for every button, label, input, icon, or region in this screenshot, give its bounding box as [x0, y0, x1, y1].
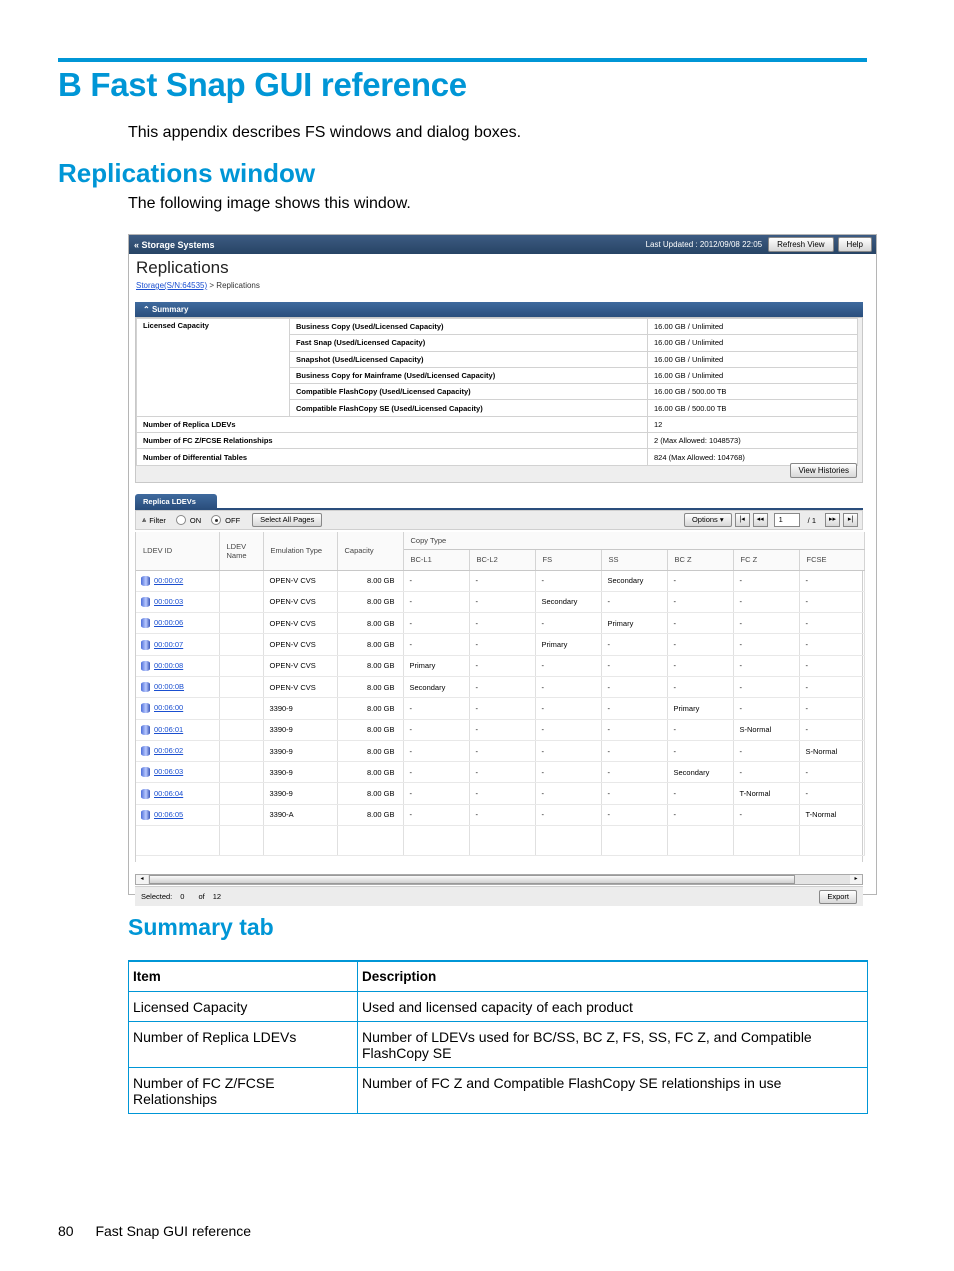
copy-type-cell: Secondary — [601, 570, 667, 591]
of-label: of — [198, 892, 205, 901]
collapse-chevron-icon: ⌃ — [143, 305, 150, 314]
ldev-name-cell — [219, 804, 263, 825]
summary-label: Summary — [151, 305, 189, 314]
table-row[interactable] — [136, 591, 864, 612]
summary-item: Compatible FlashCopy (Used/Licensed Capacity) — [290, 384, 648, 400]
filter-on-label: ON — [189, 515, 202, 525]
ldev-id-cell[interactable] — [136, 676, 219, 697]
copy-type-cell: - — [403, 740, 469, 761]
copy-type-cell: - — [799, 762, 864, 783]
ldev-name-cell — [219, 719, 263, 740]
summary-value: 12 — [648, 416, 858, 432]
empty-cell — [601, 826, 667, 856]
emulation-type-cell: 3390-9 — [263, 698, 337, 719]
copy-type-cell: - — [469, 783, 535, 804]
summary-header[interactable] — [135, 302, 863, 317]
empty-cell — [337, 826, 403, 856]
item-cell: Number of FC Z/FCSE Relationships — [129, 1068, 358, 1114]
col-fs[interactable]: FS — [535, 549, 601, 570]
ldev-id-cell[interactable] — [136, 740, 219, 761]
ldev-id-cell[interactable] — [136, 762, 219, 783]
summary-row — [137, 416, 858, 432]
section-heading-summary-tab: Summary tab — [128, 914, 274, 940]
header-item: Item — [129, 961, 358, 992]
replications-screenshot — [128, 234, 877, 901]
help-button[interactable]: Help — [838, 237, 872, 252]
copy-type-cell: - — [469, 570, 535, 591]
empty-cell — [136, 826, 219, 856]
ldev-id-link[interactable]: 00:06:03 — [154, 767, 184, 777]
col-ss[interactable]: SS — [601, 549, 667, 570]
header-description: Description — [358, 961, 868, 992]
copy-type-cell: - — [601, 698, 667, 719]
copy-type-cell: - — [733, 676, 799, 697]
ldev-volume-icon — [141, 725, 150, 735]
capacity-cell: 8.00 GB — [337, 762, 403, 783]
select-all-pages-button[interactable]: Select All Pages — [252, 513, 322, 527]
ldev-name-cell — [219, 698, 263, 719]
ldev-name-cell — [219, 740, 263, 761]
top-rule — [58, 58, 867, 62]
summary-value: 2 (Max Allowed: 1048573) — [648, 433, 858, 449]
copy-type-cell: - — [799, 570, 864, 591]
ldev-volume-icon — [141, 767, 150, 777]
empty-row — [136, 826, 864, 856]
capacity-cell: 8.00 GB — [337, 740, 403, 761]
table-row[interactable] — [136, 740, 864, 761]
emulation-type-cell: OPEN-V CVS — [263, 655, 337, 676]
replications-intro-text: The following image shows this window. — [128, 195, 411, 212]
empty-cell — [799, 826, 864, 856]
window-title: Replications — [136, 258, 229, 277]
section-heading-replications: Replications window — [58, 158, 316, 188]
emulation-type-cell: 3390-9 — [263, 740, 337, 761]
ldev-id-link[interactable]: 00:00:06 — [154, 618, 184, 628]
copy-type-cell: - — [733, 570, 799, 591]
copy-type-cell: - — [601, 591, 667, 612]
double-chevron-left-icon: « — [134, 239, 140, 250]
table-row[interactable] — [136, 804, 864, 825]
ldev-volume-icon — [141, 746, 150, 756]
copy-type-cell: - — [667, 719, 733, 740]
copy-type-cell: - — [403, 634, 469, 655]
copy-type-cell: - — [799, 676, 864, 697]
copy-type-cell: - — [403, 804, 469, 825]
copy-type-cell: - — [667, 613, 733, 634]
filter-off-label: OFF — [225, 515, 241, 525]
col-fcse[interactable]: FCSE — [799, 549, 864, 570]
filter-toggle-icon[interactable]: ⩓ — [142, 515, 147, 524]
empty-cell — [733, 826, 799, 856]
page-total: / 1 — [807, 515, 816, 525]
ldev-name-cell — [219, 634, 263, 655]
copy-type-cell: - — [667, 570, 733, 591]
summary-item: Business Copy for Mainframe (Used/Licensed Capacity) — [290, 367, 648, 383]
copy-type-cell: - — [733, 740, 799, 761]
capacity-cell: 8.00 GB — [337, 783, 403, 804]
summary-item: Business Copy (Used/Licensed Capacity) — [290, 319, 648, 335]
scrollbar-thumb[interactable] — [149, 875, 795, 884]
breadcrumb-storage-link[interactable]: Storage(S/N:64535) — [136, 281, 208, 290]
copy-type-cell: - — [667, 591, 733, 612]
emulation-type-cell: OPEN-V CVS — [263, 570, 337, 591]
item-cell: Licensed Capacity — [129, 992, 358, 1022]
summary-value: 16.00 GB / Unlimited — [648, 335, 858, 351]
table-row[interactable] — [136, 613, 864, 634]
copy-type-cell: - — [535, 804, 601, 825]
ldev-volume-icon — [141, 703, 150, 713]
copy-type-cell: - — [667, 634, 733, 655]
copy-type-cell: - — [403, 783, 469, 804]
empty-cell — [219, 826, 263, 856]
copy-type-cell: T-Normal — [799, 804, 864, 825]
ldev-id-cell[interactable] — [136, 613, 219, 634]
summary-item: Compatible FlashCopy SE (Used/Licensed Capacity) — [290, 400, 648, 416]
copy-type-cell: - — [733, 762, 799, 783]
storage-systems-label: Storage Systems — [141, 239, 215, 250]
summary-value: 16.00 GB / Unlimited — [648, 351, 858, 367]
total-count: 12 — [212, 892, 222, 901]
summary-value: 824 (Max Allowed: 104768) — [648, 449, 858, 465]
capacity-cell: 8.00 GB — [337, 591, 403, 612]
capacity-cell: 8.00 GB — [337, 698, 403, 719]
copy-type-cell: - — [667, 804, 733, 825]
copy-type-cell: - — [601, 783, 667, 804]
col-ldev-name[interactable]: LDEV Name — [219, 532, 263, 570]
copy-type-cell: - — [601, 804, 667, 825]
scroll-left-icon[interactable]: ◂ — [136, 875, 148, 884]
summary-value: 16.00 GB / Unlimited — [648, 319, 858, 335]
summary-row — [137, 319, 858, 335]
table-row — [129, 1022, 868, 1068]
col-bc-l1[interactable]: BC-L1 — [403, 549, 469, 570]
ldev-id-link[interactable]: 00:00:03 — [154, 596, 184, 606]
ldev-id-link[interactable]: 00:06:00 — [154, 703, 184, 713]
capacity-cell: 8.00 GB — [337, 655, 403, 676]
copy-type-cell: S-Normal — [799, 740, 864, 761]
copy-type-cell: S-Normal — [733, 719, 799, 740]
tab-replica-ldevs[interactable]: Replica LDEVs — [135, 494, 217, 509]
summary-row — [137, 449, 858, 465]
refresh-view-button[interactable]: Refresh View — [768, 237, 833, 252]
emulation-type-cell: OPEN-V CVS — [263, 591, 337, 612]
emulation-type-cell: OPEN-V CVS — [263, 613, 337, 634]
ldev-name-cell — [219, 655, 263, 676]
copy-type-cell: - — [667, 740, 733, 761]
copy-type-cell: - — [469, 740, 535, 761]
breadcrumb — [136, 281, 260, 290]
copy-type-cell: - — [469, 719, 535, 740]
copy-type-cell: - — [601, 676, 667, 697]
copy-type-cell: - — [403, 591, 469, 612]
copy-type-cell: - — [733, 591, 799, 612]
capacity-cell: 8.00 GB — [337, 676, 403, 697]
copy-type-cell: - — [667, 655, 733, 676]
ldev-name-cell — [219, 676, 263, 697]
page-number: 80 — [58, 1223, 74, 1239]
last-updated: Last Updated : 2012/09/08 22:05 — [645, 240, 763, 249]
col-capacity[interactable]: Capacity — [337, 532, 403, 570]
ldev-id-cell[interactable] — [136, 719, 219, 740]
capacity-cell: 8.00 GB — [337, 570, 403, 591]
copy-type-cell: - — [469, 762, 535, 783]
selected-count: 0 — [180, 892, 185, 901]
summary-item: Fast Snap (Used/Licensed Capacity) — [290, 335, 648, 351]
ldev-volume-icon — [141, 810, 150, 820]
capacity-cell: 8.00 GB — [337, 719, 403, 740]
ldev-id-cell[interactable] — [136, 570, 219, 591]
copy-type-cell: - — [733, 613, 799, 634]
options-dropdown[interactable] — [684, 513, 732, 527]
copy-type-cell: - — [469, 698, 535, 719]
capacity-cell: 8.00 GB — [337, 634, 403, 655]
first-page-icon[interactable]: |◂ — [735, 513, 750, 527]
copy-type-cell: - — [535, 719, 601, 740]
filter-off-radio[interactable] — [211, 515, 221, 525]
col-bc-l2[interactable]: BC-L2 — [469, 549, 535, 570]
capacity-cell: 8.00 GB — [337, 804, 403, 825]
ldev-volume-icon — [141, 576, 150, 586]
description-cell: Used and licensed capacity of each product — [358, 992, 868, 1022]
empty-cell — [263, 826, 337, 856]
ldev-id-cell[interactable] — [136, 634, 219, 655]
summary-value: 16.00 GB / 500.00 TB — [648, 400, 858, 416]
copy-type-cell: - — [403, 762, 469, 783]
scroll-right-icon[interactable]: ▸ — [850, 875, 862, 884]
copy-type-cell: - — [535, 613, 601, 634]
copy-type-cell: T-Normal — [733, 783, 799, 804]
copy-type-cell: - — [469, 634, 535, 655]
copy-type-cell: - — [535, 740, 601, 761]
summary-item: Number of Differential Tables — [137, 449, 648, 465]
storage-systems-nav[interactable] — [134, 240, 215, 250]
table-row[interactable] — [136, 762, 864, 783]
copy-type-cell: - — [733, 634, 799, 655]
copy-type-cell: - — [535, 655, 601, 676]
copy-type-cell: Secondary — [667, 762, 733, 783]
copy-type-cell: - — [799, 783, 864, 804]
description-cell: Number of LDEVs used for BC/SS, BC Z, FS, SS, FC Z, and Compatible FlashCopy SE — [358, 1022, 868, 1068]
summary-row — [137, 433, 858, 449]
summary-table — [136, 318, 858, 466]
summary-item: Number of Replica LDEVs — [137, 416, 648, 432]
copy-type-cell: - — [601, 762, 667, 783]
ldev-volume-icon — [141, 682, 150, 692]
copy-type-cell: Primary — [601, 613, 667, 634]
ldev-name-cell — [219, 613, 263, 634]
ldev-volume-icon — [141, 789, 150, 799]
summary-section — [135, 317, 863, 483]
view-histories-button[interactable]: View Histories — [790, 463, 857, 478]
options-label: Options — [691, 515, 718, 524]
copy-type-cell: - — [733, 698, 799, 719]
copy-type-cell: Primary — [403, 655, 469, 676]
export-button[interactable]: Export — [819, 890, 857, 904]
copy-type-cell: - — [733, 804, 799, 825]
replica-ldevs-table — [136, 532, 865, 856]
next-page-icon[interactable]: ▸▸ — [825, 513, 840, 527]
ldev-id-cell[interactable] — [136, 698, 219, 719]
copy-type-cell: - — [469, 613, 535, 634]
licensed-capacity-label: Licensed Capacity — [137, 319, 290, 417]
col-fc-z[interactable]: FC Z — [733, 549, 799, 570]
ldev-name-cell — [219, 591, 263, 612]
copy-type-cell: - — [403, 613, 469, 634]
ldev-id-link[interactable]: 00:00:0B — [154, 682, 185, 692]
selection-footer — [135, 886, 863, 906]
copy-type-cell: - — [403, 570, 469, 591]
copy-type-cell: - — [601, 719, 667, 740]
ldev-id-link[interactable]: 00:06:01 — [154, 724, 184, 734]
copy-type-cell: - — [799, 698, 864, 719]
ldev-id-link[interactable]: 00:00:07 — [154, 639, 184, 649]
table-row[interactable] — [136, 676, 864, 697]
copy-type-cell: - — [469, 676, 535, 697]
empty-cell — [667, 826, 733, 856]
breadcrumb-current: Replications — [216, 281, 260, 290]
page-number-input[interactable]: 1 — [774, 513, 800, 527]
ldev-name-cell — [219, 570, 263, 591]
ldev-id-cell[interactable] — [136, 804, 219, 825]
empty-cell — [469, 826, 535, 856]
copy-type-cell: - — [799, 613, 864, 634]
copy-type-cell: Secondary — [403, 676, 469, 697]
ldev-volume-icon — [141, 618, 150, 628]
previous-page-icon[interactable]: ◂◂ — [753, 513, 768, 527]
emulation-type-cell: OPEN-V CVS — [263, 676, 337, 697]
copy-type-cell: - — [667, 783, 733, 804]
copy-type-cell: - — [601, 634, 667, 655]
ldev-toolbar — [135, 510, 863, 530]
replica-ldevs-grid — [135, 532, 863, 862]
ldev-name-cell — [219, 783, 263, 804]
copy-type-cell: Primary — [535, 634, 601, 655]
summary-item: Snapshot (Used/Licensed Capacity) — [290, 351, 648, 367]
copy-type-cell: - — [799, 591, 864, 612]
ldev-volume-icon — [141, 661, 150, 671]
filter-on-radio[interactable] — [176, 515, 186, 525]
emulation-type-cell: OPEN-V CVS — [263, 634, 337, 655]
last-page-icon[interactable]: ▸| — [843, 513, 858, 527]
description-cell: Number of FC Z and Compatible FlashCopy SE relationships in use — [358, 1068, 868, 1114]
copy-type-cell: - — [799, 719, 864, 740]
ldev-id-link[interactable]: 00:06:02 — [154, 746, 184, 756]
breadcrumb-separator: > — [209, 281, 215, 290]
copy-type-cell: - — [601, 655, 667, 676]
copy-type-cell: - — [799, 655, 864, 676]
summary-tab-table — [128, 960, 868, 1114]
replications-panel — [129, 254, 876, 901]
emulation-type-cell: 3390-9 — [263, 783, 337, 804]
col-emulation-type[interactable]: Emulation Type — [263, 532, 337, 570]
table-row[interactable] — [136, 570, 864, 591]
ldev-volume-icon — [141, 597, 150, 607]
top-bar — [129, 235, 876, 254]
horizontal-scrollbar[interactable] — [135, 874, 863, 885]
copy-type-cell: - — [535, 783, 601, 804]
col-copy-type: Copy Type — [403, 532, 864, 549]
selected-label: Selected: — [141, 892, 173, 901]
copy-type-cell: - — [469, 804, 535, 825]
col-ldev-id[interactable]: LDEV ID — [136, 532, 219, 570]
table-row[interactable] — [136, 698, 864, 719]
capacity-cell: 8.00 GB — [337, 613, 403, 634]
chapter-title: B Fast Snap GUI reference — [58, 66, 467, 103]
empty-cell — [535, 826, 601, 856]
copy-type-cell: - — [667, 676, 733, 697]
copy-type-cell: - — [469, 591, 535, 612]
ldev-name-cell — [219, 762, 263, 783]
intro-text: This appendix describes FS windows and dialog boxes. — [128, 124, 522, 141]
col-bc-z[interactable]: BC Z — [667, 549, 733, 570]
ldev-id-cell[interactable] — [136, 655, 219, 676]
ldev-id-link[interactable]: 00:06:04 — [154, 788, 184, 798]
ldev-id-link[interactable]: 00:00:08 — [154, 660, 184, 670]
copy-type-cell: - — [601, 740, 667, 761]
copy-type-cell: Primary — [667, 698, 733, 719]
table-row[interactable] — [136, 634, 864, 655]
copy-type-cell: - — [535, 762, 601, 783]
table-row — [129, 1068, 868, 1114]
copy-type-cell: - — [403, 698, 469, 719]
item-cell: Number of Replica LDEVs — [129, 1022, 358, 1068]
copy-type-cell: - — [535, 570, 601, 591]
table-row[interactable] — [136, 783, 864, 804]
empty-cell — [403, 826, 469, 856]
summary-item: Number of FC Z/FCSE Relationships — [137, 433, 648, 449]
caret-down-icon: ▾ — [719, 515, 724, 524]
filter-label: Filter — [149, 515, 166, 525]
ldev-volume-icon — [141, 640, 150, 650]
ldev-id-cell[interactable] — [136, 783, 219, 804]
copy-type-cell: Secondary — [535, 591, 601, 612]
summary-value: 16.00 GB / Unlimited — [648, 367, 858, 383]
table-row — [129, 992, 868, 1022]
table-row[interactable] — [136, 655, 864, 676]
table-row[interactable] — [136, 719, 864, 740]
ldev-id-link[interactable]: 00:06:05 — [154, 809, 184, 819]
emulation-type-cell: 3390-9 — [263, 719, 337, 740]
summary-value: 16.00 GB / 500.00 TB — [648, 384, 858, 400]
emulation-type-cell: 3390-9 — [263, 762, 337, 783]
ldev-id-link[interactable]: 00:00:02 — [154, 575, 184, 585]
copy-type-cell: - — [469, 655, 535, 676]
copy-type-cell: - — [403, 719, 469, 740]
ldev-id-cell[interactable] — [136, 591, 219, 612]
copy-type-cell: - — [733, 655, 799, 676]
emulation-type-cell: 3390-A — [263, 804, 337, 825]
footer-title: Fast Snap GUI reference — [95, 1223, 252, 1239]
page-footer — [58, 1223, 251, 1239]
copy-type-cell: - — [799, 634, 864, 655]
copy-type-cell: - — [535, 698, 601, 719]
copy-type-cell: - — [535, 676, 601, 697]
